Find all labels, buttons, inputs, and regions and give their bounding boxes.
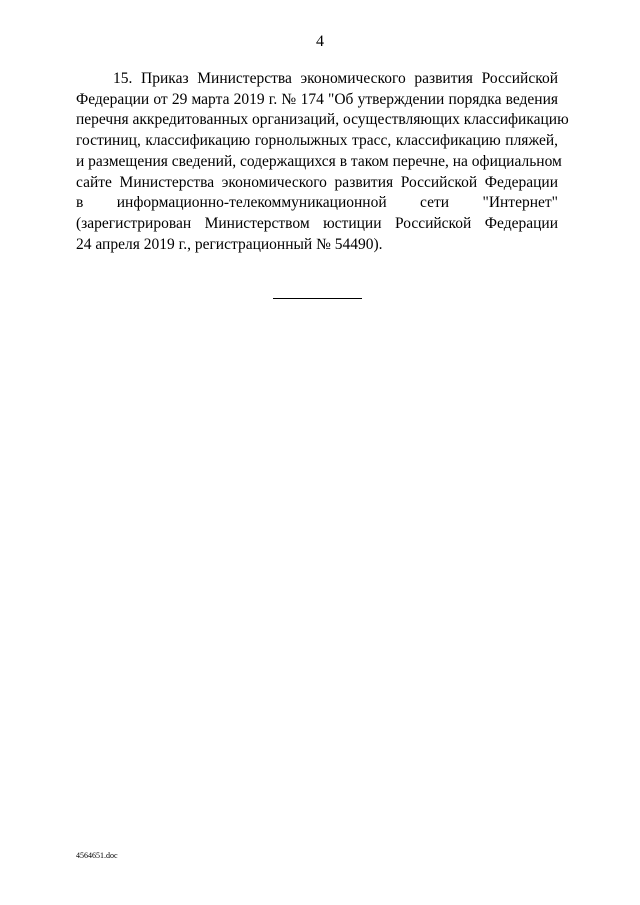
paragraph-line: в информационно-телекоммуникационной сети "Интернет" bbox=[76, 194, 558, 212]
paragraph-line: и размещения сведений, содержащихся в таком перечне, на официальном bbox=[76, 152, 562, 170]
paragraph-line: гостиниц, классификацию горнолыжных трасс, классификацию пляжей, bbox=[76, 132, 558, 150]
paragraph-line: перечня аккредитованных организаций, осуществляющих классификацию bbox=[76, 111, 569, 129]
document-paragraph bbox=[76, 69, 569, 255]
footer-filename: 4564651.doc bbox=[76, 851, 118, 860]
paragraph-line: сайте Министерства экономического развития Российской Федерации bbox=[76, 173, 558, 191]
paragraph-line: 24 апреля 2019 г., регистрационный № 54490). bbox=[76, 235, 383, 253]
paragraph-line: (зарегистрирован Министерством юстиции Российской Федерации bbox=[76, 214, 558, 232]
page-number: 4 bbox=[316, 33, 324, 50]
section-separator bbox=[273, 298, 362, 299]
paragraph-line: Федерации от 29 марта 2019 г. № 174 "Об утверждении порядка ведения bbox=[76, 90, 558, 108]
paragraph-line: 15. Приказ Министерства экономического развития Российской bbox=[113, 70, 558, 87]
